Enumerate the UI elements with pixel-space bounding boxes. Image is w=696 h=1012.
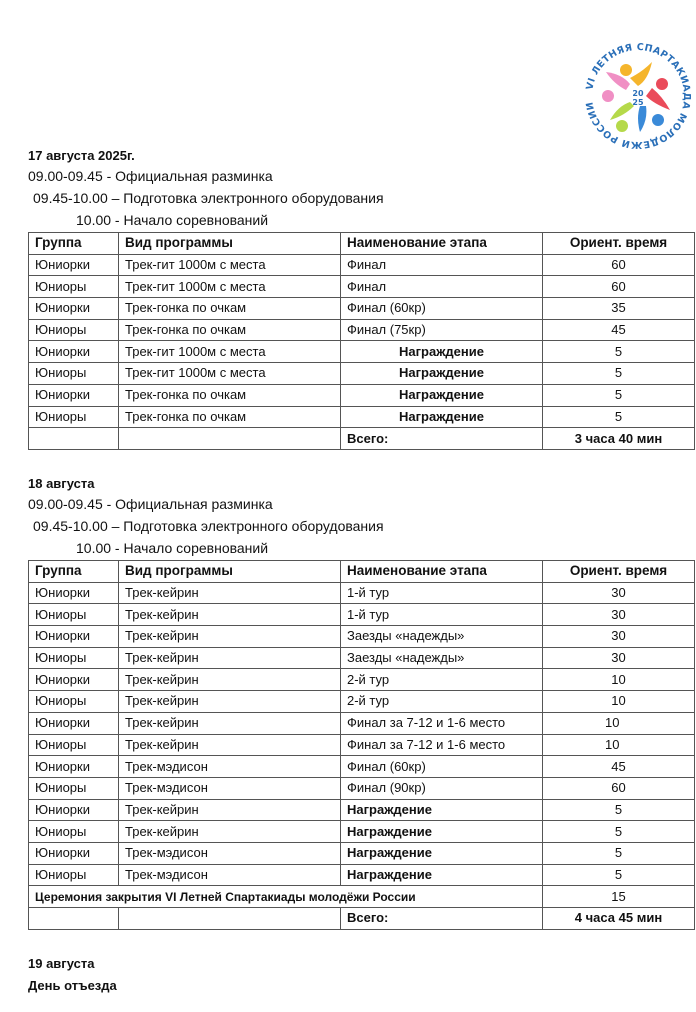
cell-group: Юниоры bbox=[29, 363, 119, 385]
total-value: 4 часа 45 мин bbox=[543, 908, 695, 930]
cell-stage: Заезды «надежды» bbox=[341, 626, 543, 648]
table-row bbox=[29, 626, 695, 648]
empty-cell bbox=[29, 428, 119, 450]
table-row bbox=[29, 319, 695, 341]
table-row bbox=[29, 254, 695, 276]
table-row bbox=[29, 777, 695, 799]
cell-program: Трек-гит 1000м с места bbox=[119, 254, 341, 276]
cell-program: Трек-гит 1000м с места bbox=[119, 341, 341, 363]
cell-program: Трек-кейрин bbox=[119, 691, 341, 713]
table-row bbox=[29, 799, 695, 821]
schedule-line-start: 10.00 - Начало соревнований bbox=[76, 540, 269, 556]
cell-program: Трек-кейрин bbox=[119, 626, 341, 648]
svg-text:20: 20 bbox=[632, 89, 644, 98]
cell-stage: Награждение bbox=[341, 864, 543, 886]
cell-stage: Финал за 7-12 и 1-6 место bbox=[341, 712, 543, 734]
schedule-line-warmup: 09.00-09.45 - Официальная разминка bbox=[28, 168, 273, 184]
table-row bbox=[29, 384, 695, 406]
day-section-19-august bbox=[28, 953, 694, 997]
cell-time: 5 bbox=[543, 864, 695, 886]
cell-time: 60 bbox=[543, 276, 695, 298]
column-header-stage: Наименование этапа bbox=[341, 561, 543, 583]
cell-program: Трек-гит 1000м с места bbox=[119, 363, 341, 385]
cell-group: Юниоры bbox=[29, 406, 119, 428]
cell-time: 60 bbox=[543, 254, 695, 276]
table-header-row bbox=[29, 561, 695, 583]
table-row bbox=[29, 604, 695, 626]
cell-group: Юниорки bbox=[29, 298, 119, 320]
table-row bbox=[29, 842, 695, 864]
cell-group: Юниоры bbox=[29, 276, 119, 298]
total-label: Всего: bbox=[341, 428, 543, 450]
cell-time: 5 bbox=[543, 406, 695, 428]
cell-stage: 2-й тур bbox=[341, 669, 543, 691]
day-title: 17 августа 2025г. bbox=[28, 148, 135, 163]
cell-stage: Финал (60кр) bbox=[341, 756, 543, 778]
cell-time: 5 bbox=[543, 341, 695, 363]
cell-group: Юниорки bbox=[29, 341, 119, 363]
cell-time: 30 bbox=[543, 604, 695, 626]
cell-group: Юниорки bbox=[29, 626, 119, 648]
cell-time: 10 bbox=[543, 712, 695, 734]
day-title: 18 августа bbox=[28, 476, 95, 491]
cell-time: 5 bbox=[543, 821, 695, 843]
cell-time: 30 bbox=[543, 582, 695, 604]
cell-time: 10 bbox=[543, 734, 695, 756]
spartakiad-logo bbox=[582, 40, 694, 152]
table-row bbox=[29, 363, 695, 385]
cell-program: Трек-кейрин bbox=[119, 582, 341, 604]
svg-text:25: 25 bbox=[632, 98, 644, 107]
table-row bbox=[29, 864, 695, 886]
cell-time: 10 bbox=[543, 669, 695, 691]
column-header-group: Группа bbox=[29, 233, 119, 255]
cell-stage: 1-й тур bbox=[341, 604, 543, 626]
cell-program: Трек-кейрин bbox=[119, 712, 341, 734]
table-row bbox=[29, 734, 695, 756]
schedule-line-equipment: 09.45-10.00 – Подготовка электронного оборудования bbox=[33, 190, 384, 206]
table-row bbox=[29, 691, 695, 713]
cell-time: 10 bbox=[543, 691, 695, 713]
column-header-program: Вид программы bbox=[119, 233, 341, 255]
ceremony-label: Церемония закрытия VI Летней Спартакиады молодёжи России bbox=[29, 886, 543, 908]
cell-stage: Награждение bbox=[341, 341, 543, 363]
day-section-17-august bbox=[28, 147, 694, 450]
cell-time: 45 bbox=[543, 756, 695, 778]
cell-group: Юниоры bbox=[29, 734, 119, 756]
cell-group: Юниоры bbox=[29, 647, 119, 669]
empty-cell bbox=[29, 908, 119, 930]
cell-program: Трек-кейрин bbox=[119, 821, 341, 843]
cell-stage: Финал (75кр) bbox=[341, 319, 543, 341]
cell-program: Трек-мэдисон bbox=[119, 756, 341, 778]
cell-program: Трек-кейрин bbox=[119, 647, 341, 669]
cell-group: Юниоры bbox=[29, 691, 119, 713]
table-row bbox=[29, 406, 695, 428]
cell-program: Трек-гонка по очкам bbox=[119, 406, 341, 428]
table-row bbox=[29, 276, 695, 298]
total-row bbox=[29, 908, 695, 930]
cell-stage: 2-й тур bbox=[341, 691, 543, 713]
table-row bbox=[29, 712, 695, 734]
schedule-table bbox=[28, 560, 695, 930]
cell-stage: Награждение bbox=[341, 406, 543, 428]
cell-group: Юниоры bbox=[29, 821, 119, 843]
cell-stage: Финал bbox=[341, 254, 543, 276]
cell-stage: Финал (90кр) bbox=[341, 777, 543, 799]
cell-group: Юниорки bbox=[29, 669, 119, 691]
column-header-time: Ориент. время bbox=[543, 233, 695, 255]
cell-time: 30 bbox=[543, 626, 695, 648]
empty-cell bbox=[119, 908, 341, 930]
cell-program: Трек-мэдисон bbox=[119, 842, 341, 864]
total-value: 3 часа 40 мин bbox=[543, 428, 695, 450]
column-header-time: Ориент. время bbox=[543, 561, 695, 583]
day-title: 19 августа bbox=[28, 956, 95, 971]
cell-time: 5 bbox=[543, 384, 695, 406]
cell-group: Юниорки bbox=[29, 384, 119, 406]
cell-program: Трек-гонка по очкам bbox=[119, 384, 341, 406]
schedule-table bbox=[28, 232, 695, 450]
ceremony-time: 15 bbox=[543, 886, 695, 908]
column-header-group: Группа bbox=[29, 561, 119, 583]
cell-program: Трек-кейрин bbox=[119, 799, 341, 821]
cell-time: 45 bbox=[543, 319, 695, 341]
cell-stage: Заезды «надежды» bbox=[341, 647, 543, 669]
cell-group: Юниорки bbox=[29, 756, 119, 778]
schedule-line-warmup: 09.00-09.45 - Официальная разминка bbox=[28, 496, 273, 512]
column-header-stage: Наименование этапа bbox=[341, 233, 543, 255]
empty-cell bbox=[119, 428, 341, 450]
schedule-line-equipment: 09.45-10.00 – Подготовка электронного оборудования bbox=[33, 518, 384, 534]
cell-time: 5 bbox=[543, 842, 695, 864]
cell-program: Трек-кейрин bbox=[119, 669, 341, 691]
cell-group: Юниоры bbox=[29, 604, 119, 626]
cell-group: Юниоры bbox=[29, 319, 119, 341]
cell-stage: Финал bbox=[341, 276, 543, 298]
cell-group: Юниорки bbox=[29, 254, 119, 276]
logo-emblem-icon bbox=[582, 40, 694, 152]
table-row bbox=[29, 341, 695, 363]
day-section-18-august bbox=[28, 475, 694, 930]
total-row bbox=[29, 428, 695, 450]
cell-stage: Финал (60кр) bbox=[341, 298, 543, 320]
cell-group: Юниорки bbox=[29, 712, 119, 734]
cell-time: 30 bbox=[543, 647, 695, 669]
table-row bbox=[29, 669, 695, 691]
table-row bbox=[29, 647, 695, 669]
cell-time: 35 bbox=[543, 298, 695, 320]
table-row bbox=[29, 756, 695, 778]
cell-time: 60 bbox=[543, 777, 695, 799]
cell-stage: Награждение bbox=[341, 821, 543, 843]
schedule-line-start: 10.00 - Начало соревнований bbox=[76, 212, 269, 228]
cell-stage: Финал за 7-12 и 1-6 место bbox=[341, 734, 543, 756]
cell-time: 5 bbox=[543, 363, 695, 385]
cell-group: Юниоры bbox=[29, 777, 119, 799]
total-label: Всего: bbox=[341, 908, 543, 930]
cell-program: Трек-гонка по очкам bbox=[119, 319, 341, 341]
cell-program: Трек-кейрин bbox=[119, 734, 341, 756]
cell-program: Трек-гит 1000м с места bbox=[119, 276, 341, 298]
table-header-row bbox=[29, 233, 695, 255]
table-row bbox=[29, 821, 695, 843]
cell-program: Трек-мэдисон bbox=[119, 777, 341, 799]
cell-stage: 1-й тур bbox=[341, 582, 543, 604]
departure-note: День отъезда bbox=[28, 978, 117, 993]
cell-program: Трек-мэдисон bbox=[119, 864, 341, 886]
cell-group: Юниоры bbox=[29, 864, 119, 886]
cell-program: Трек-гонка по очкам bbox=[119, 298, 341, 320]
cell-stage: Награждение bbox=[341, 799, 543, 821]
cell-stage: Награждение bbox=[341, 363, 543, 385]
cell-group: Юниорки bbox=[29, 799, 119, 821]
table-row bbox=[29, 582, 695, 604]
ceremony-row bbox=[29, 886, 695, 908]
cell-stage: Награждение bbox=[341, 842, 543, 864]
cell-time: 5 bbox=[543, 799, 695, 821]
table-row bbox=[29, 298, 695, 320]
cell-stage: Награждение bbox=[341, 384, 543, 406]
cell-program: Трек-кейрин bbox=[119, 604, 341, 626]
svg-text:VI ЛЕТНЯЯ СПАРТАКИАДА МОЛОДЕЖИ: VI ЛЕТНЯЯ СПАРТАКИАДА МОЛОДЕЖИ РОССИИ bbox=[584, 41, 693, 151]
cell-group: Юниорки bbox=[29, 842, 119, 864]
cell-group: Юниорки bbox=[29, 582, 119, 604]
column-header-program: Вид программы bbox=[119, 561, 341, 583]
